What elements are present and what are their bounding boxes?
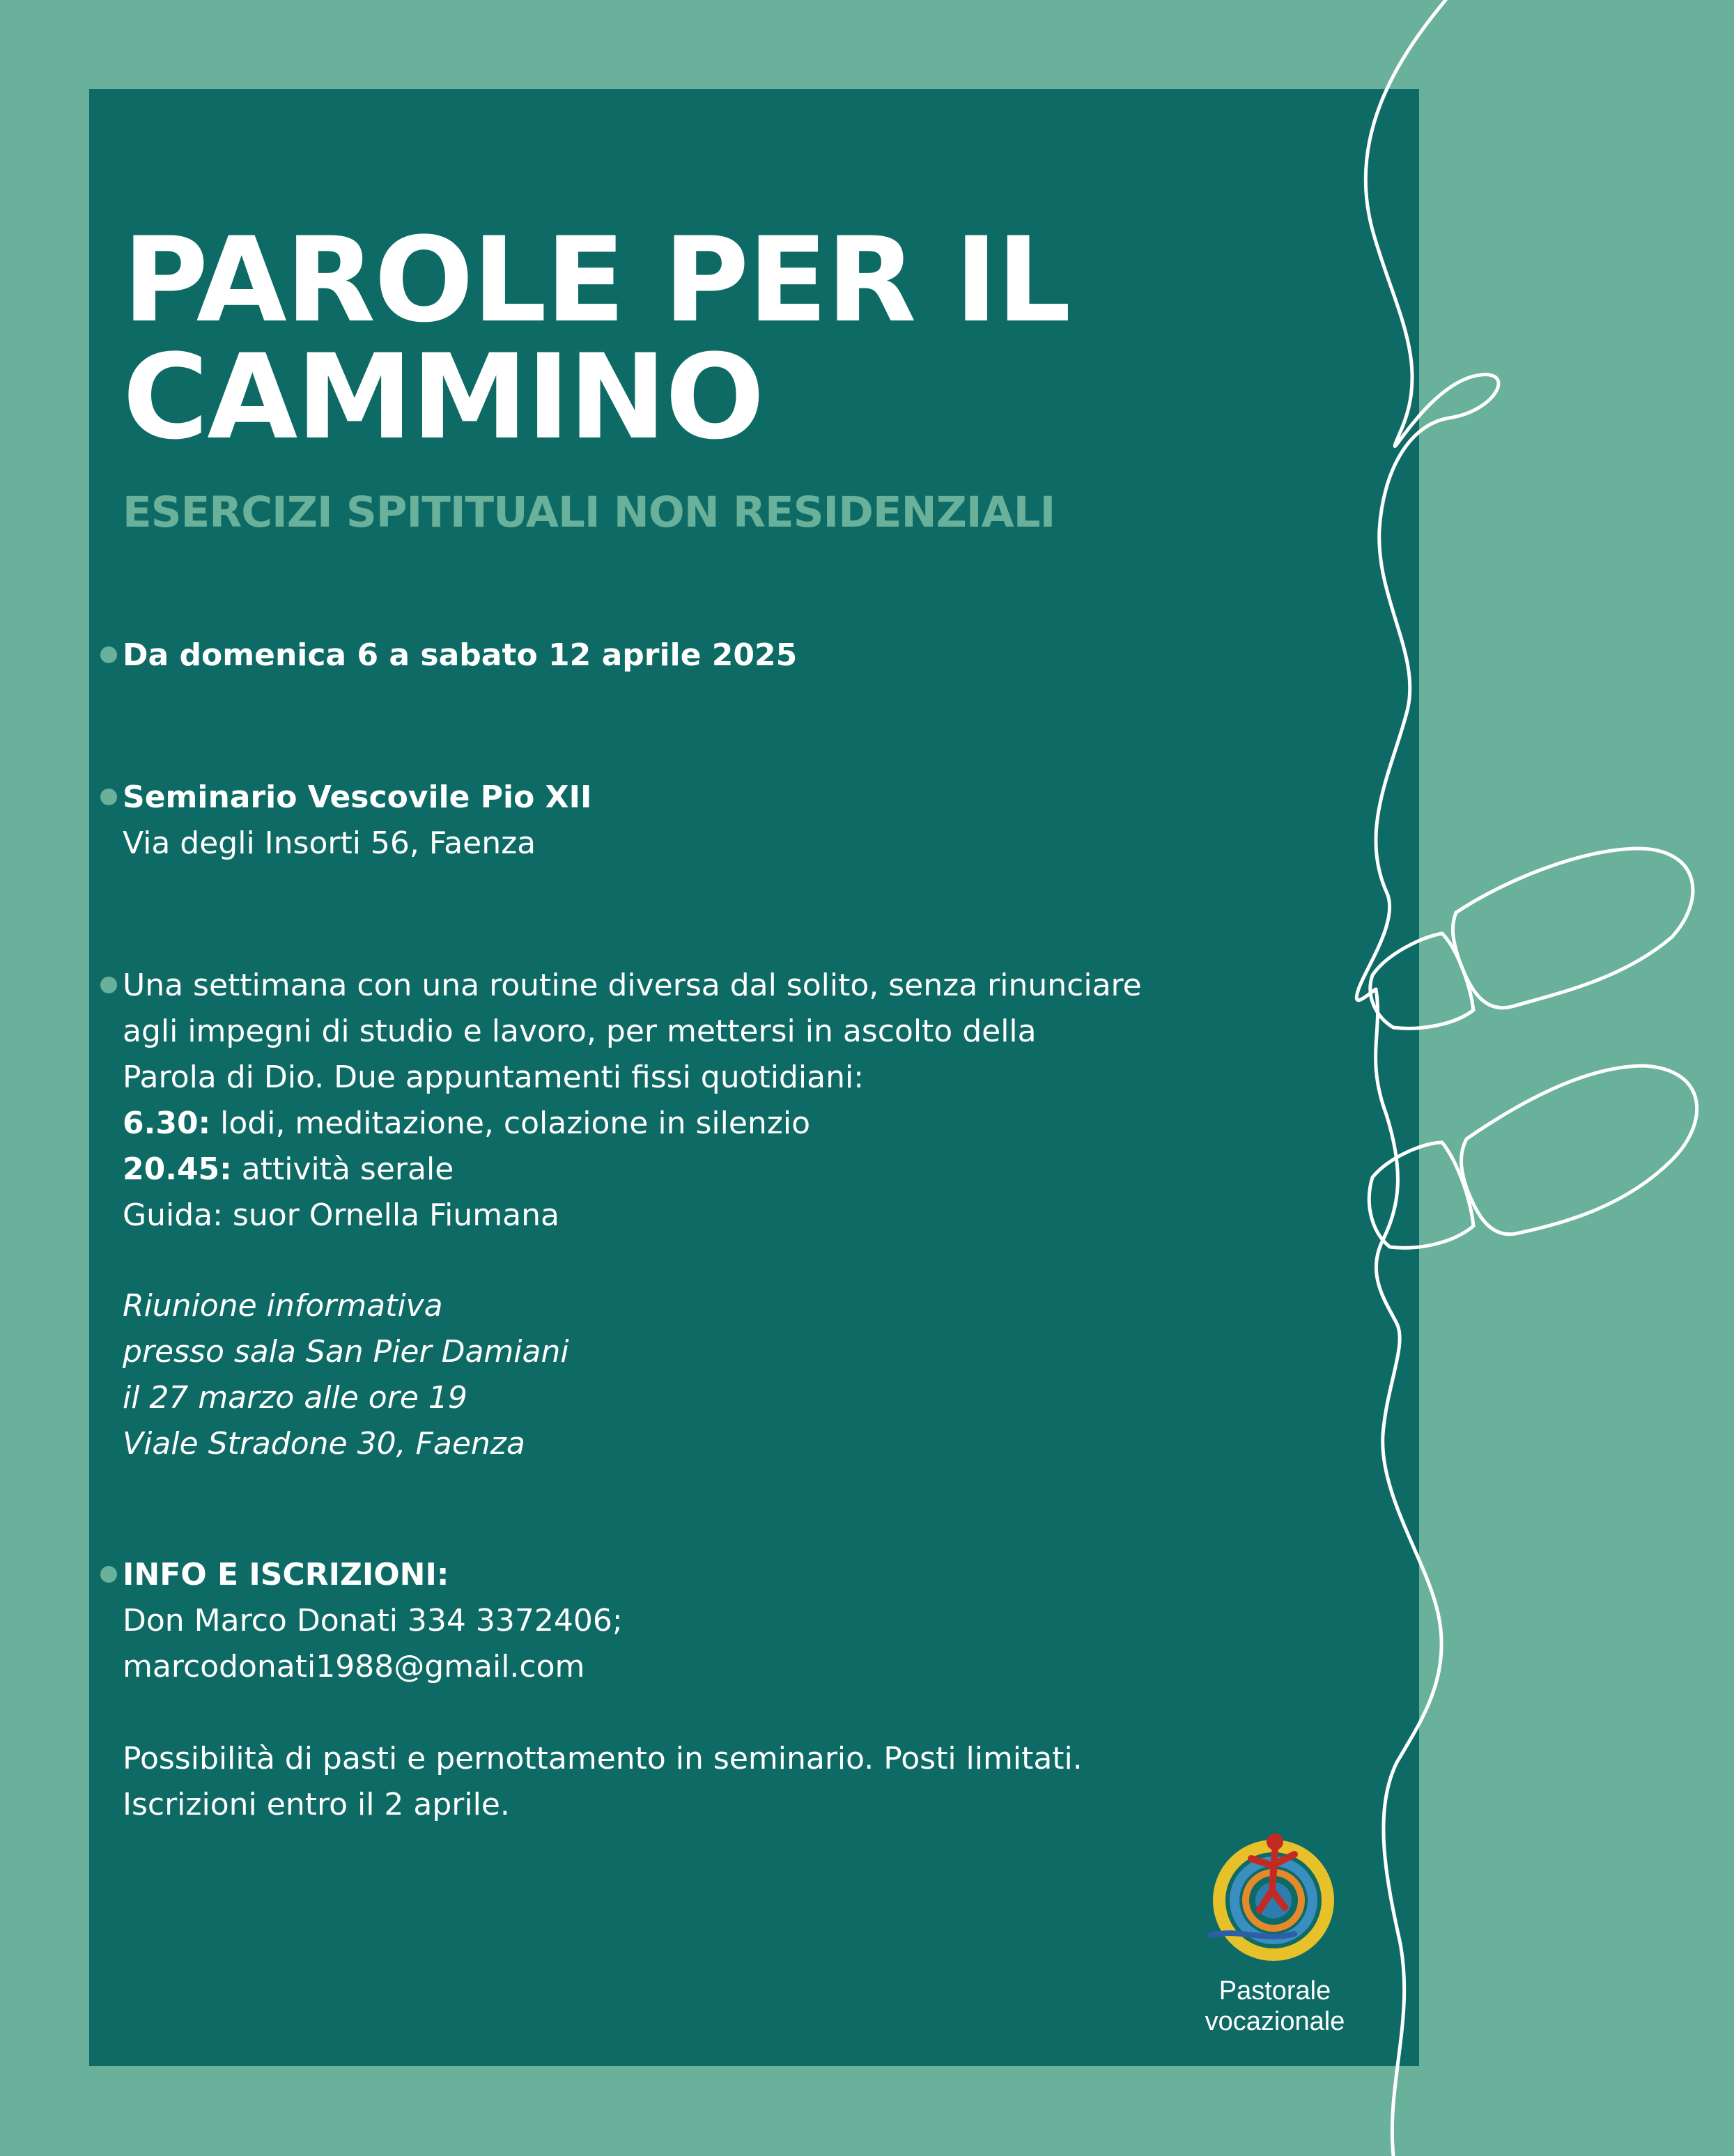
description-line: Parola di Dio. Due appuntamenti fissi quotidiani: [123, 1060, 865, 1095]
date-section [123, 633, 797, 678]
page-title [123, 212, 1070, 465]
schedule-item-evening [123, 1147, 1142, 1193]
bullet-dot-icon [100, 646, 117, 663]
logo-caption [1156, 1976, 1393, 2037]
description-section [123, 963, 1142, 1239]
contact-phone: Don Marco Donati 334 3372406; [123, 1603, 623, 1638]
meeting-line: presso sala San Pier Damiani [123, 1334, 569, 1370]
meeting-line: Viale Stradone 30, Faenza [123, 1426, 525, 1461]
bullet-dot-icon [100, 977, 117, 993]
contact-email[interactable]: marcodonati1988@gmail.com [123, 1649, 585, 1684]
bullet-dot-icon [100, 789, 117, 805]
info-heading: INFO E ISCRIZIONI: [123, 1557, 449, 1592]
meeting-line: il 27 marzo alle ore 19 [123, 1380, 467, 1416]
schedule-activity: attività serale [231, 1151, 454, 1187]
schedule-time: 6.30: [123, 1106, 211, 1141]
schedule-activity: lodi, meditazione, colazione in silenzio [210, 1106, 811, 1141]
schedule-item-morning [123, 1101, 1142, 1147]
bullet-dot-icon [100, 1566, 117, 1583]
title-line-2: CAMMINO [123, 329, 764, 465]
schedule-time: 20.45: [123, 1151, 232, 1187]
event-date: Da domenica 6 a sabato 12 aprile 2025 [123, 637, 798, 673]
logo-line-1: Pastorale [1218, 1976, 1331, 2006]
venue-name: Seminario Vescovile Pio XII [123, 780, 592, 815]
venue-address: Via degli Insorti 56, Faenza [123, 825, 536, 861]
description-line: agli impegni di studio e lavoro, per mettersi in ascolto della [123, 1014, 1037, 1049]
info-note: Iscrizioni entro il 2 aprile. [123, 1787, 510, 1822]
info-section [123, 1552, 1083, 1828]
meeting-section [123, 1283, 569, 1467]
description-line: Una settimana con una routine diversa dal solito, senza rinunciare [123, 968, 1142, 1003]
title-line-1: PAROLE PER IL [123, 212, 1070, 348]
info-note: Possibilità di pasti e pernottamento in seminario. Posti limitati. [123, 1741, 1083, 1776]
logo-line-2: vocazionale [1205, 2007, 1345, 2036]
pastorale-logo-icon [1197, 1824, 1350, 1963]
guide: Guida: suor Ornella Fiumana [123, 1197, 559, 1233]
meeting-line: Riunione informativa [123, 1288, 443, 1324]
venue-section [123, 775, 591, 867]
subtitle: ESERCIZI SPITITUALI NON RESIDENZIALI [123, 488, 1055, 537]
